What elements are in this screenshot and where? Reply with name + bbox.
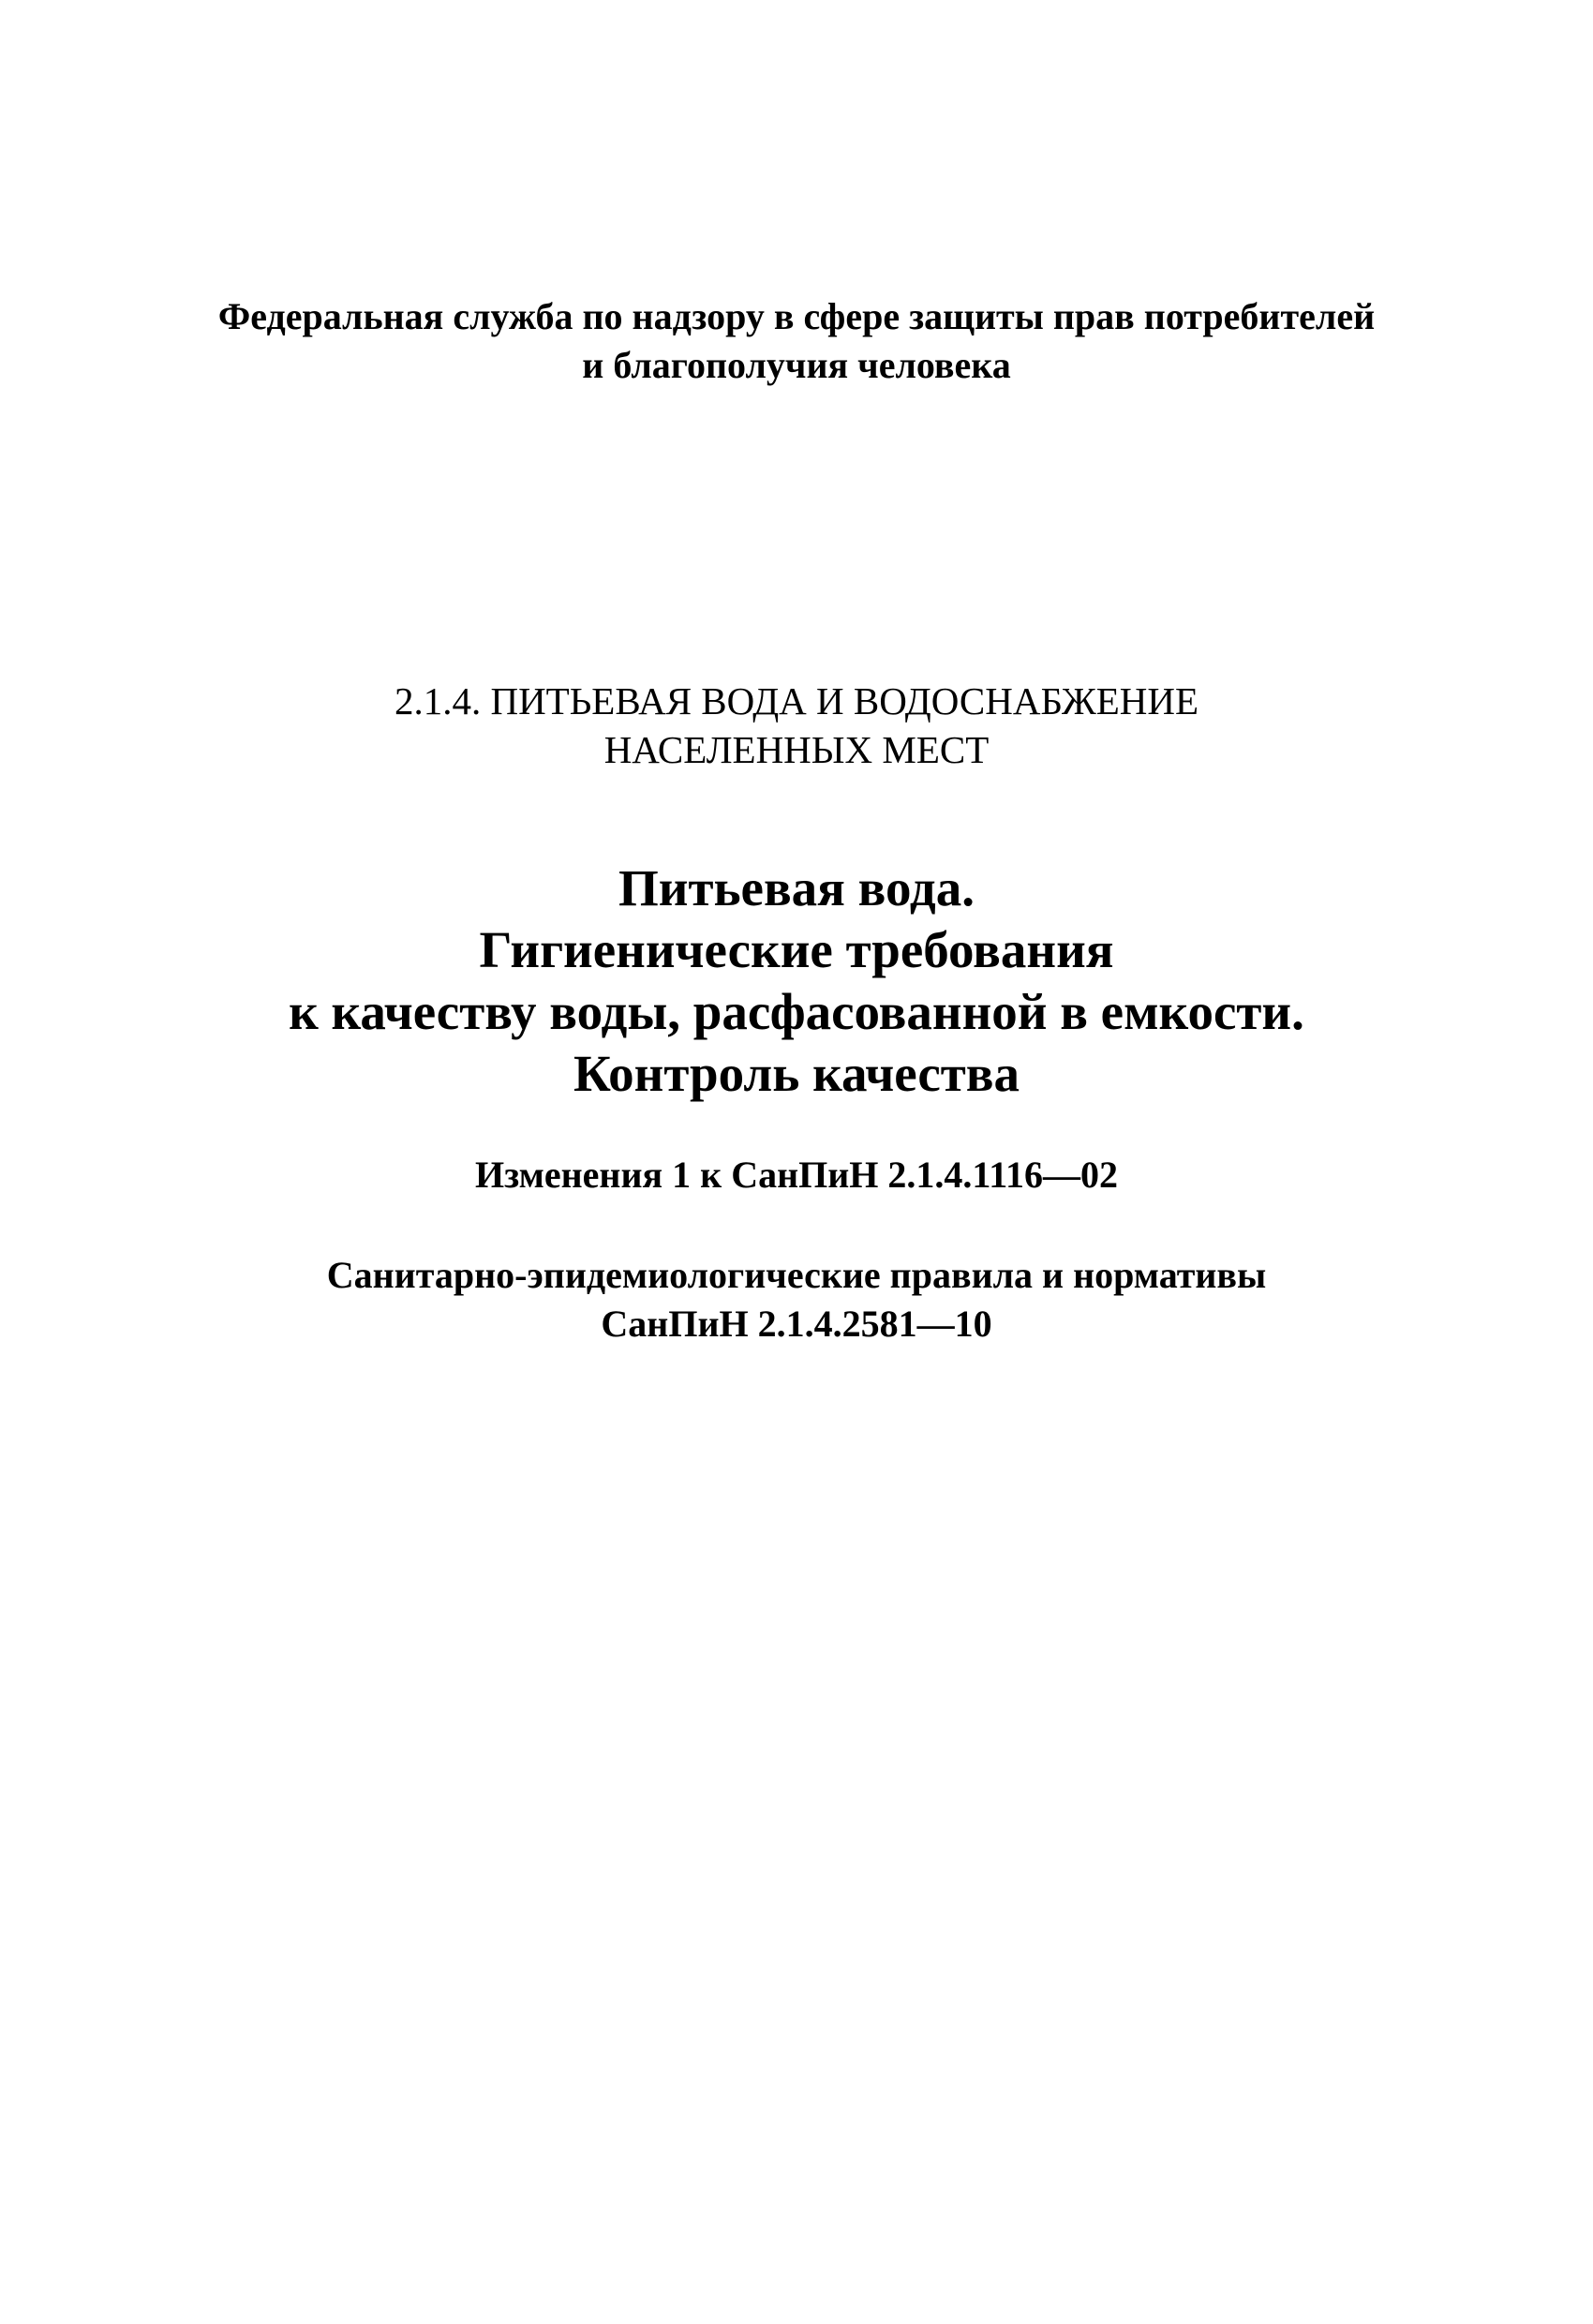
document-title-line-3: к качеству воды, расфасованной в емкости. — [289, 983, 1304, 1040]
agency-name — [0, 292, 1593, 390]
rules-designation-line-1: Санитарно-эпидемиологические правила и нормативы — [326, 1254, 1267, 1296]
amendment-note-text: Изменения 1 к СанПиН 2.1.4.1116—02 — [475, 1154, 1118, 1196]
agency-name-line-1: Федеральная служба по надзору в сфере защиты прав потребителей — [217, 295, 1376, 337]
section-heading-line-1: 2.1.4. ПИТЬЕВАЯ ВОДА И ВОДОСНАБЖЕНИЕ — [394, 679, 1199, 723]
document-title-line-4: Контроль качества — [573, 1045, 1020, 1102]
document-title — [0, 857, 1593, 1105]
section-heading — [0, 677, 1593, 774]
rules-designation-line-2: СанПиН 2.1.4.2581—10 — [601, 1303, 992, 1345]
section-heading-line-2: НАСЕЛЕННЫХ МЕСТ — [603, 728, 990, 771]
document-title-line-2: Гигиенические требования — [479, 921, 1114, 978]
rules-designation — [0, 1251, 1593, 1348]
document-title-line-1: Питьевая вода. — [618, 859, 975, 916]
agency-name-line-2: и благополучия человека — [582, 344, 1011, 386]
amendment-note — [0, 1151, 1593, 1199]
